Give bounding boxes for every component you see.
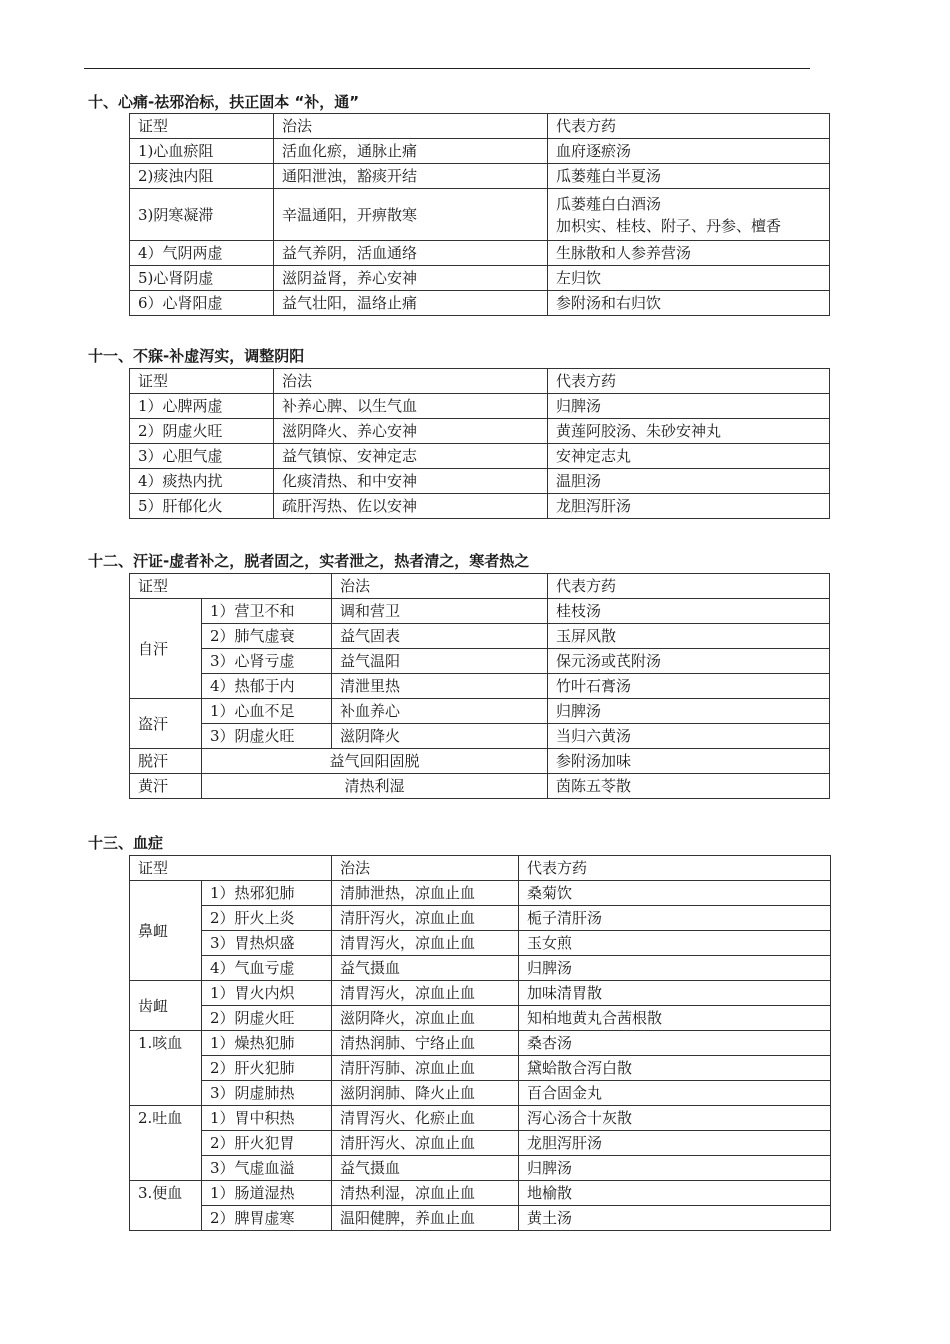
syndrome-cell: 3）心肾亏虚 [202, 649, 332, 674]
table-header-row [130, 369, 830, 394]
formula-cell: 龙胆泻肝汤 [548, 494, 830, 519]
formula-cell: 栀子清肝汤 [519, 906, 831, 931]
syndrome-cell: 3）心胆气虚 [130, 444, 274, 469]
treatment-cell: 清泄里热 [332, 674, 548, 699]
syndrome-cell: 5)心肾阴虚 [130, 266, 274, 291]
treatment-cell: 清肝泻火，凉血止血 [332, 906, 519, 931]
treatment-cell: 益气养阴，活血通络 [274, 241, 548, 266]
formula-cell: 当归六黄汤 [548, 724, 830, 749]
table-row [130, 1106, 831, 1131]
syndrome-cell: 3）阴虚肺热 [202, 1081, 332, 1106]
treatment-cell: 清热利湿，凉血止血 [332, 1181, 519, 1206]
header-cell: 代表方药 [548, 114, 830, 139]
table-row [130, 774, 830, 799]
syndrome-cell: 2）肺气虚衰 [202, 624, 332, 649]
table-row [130, 419, 830, 444]
header-cell: 证型 [130, 574, 332, 599]
table-header-row [130, 574, 830, 599]
formula-cell: 归脾汤 [548, 394, 830, 419]
table-row [130, 981, 831, 1006]
header-cell: 代表方药 [548, 369, 830, 394]
treatment-cell: 清胃泻火、化瘀止血 [332, 1106, 519, 1131]
syndrome-cell: 2）阴虚火旺 [202, 1006, 332, 1031]
syndrome-cell: 2）肝火犯肺 [202, 1056, 332, 1081]
formula-cell: 参附汤和右归饮 [548, 291, 830, 316]
table-row [130, 624, 830, 649]
syndrome-cell: 1）燥热犯肺 [202, 1031, 332, 1056]
table-row [130, 724, 830, 749]
treatment-cell: 益气固表 [332, 624, 548, 649]
table-row [130, 931, 831, 956]
formula-cell: 知柏地黄丸合茜根散 [519, 1006, 831, 1031]
formula-cell: 归脾汤 [519, 956, 831, 981]
syndrome-cell: 6）心肾阳虚 [130, 291, 274, 316]
section-heading: 十三、血症 [88, 834, 164, 852]
treatment-cell: 益气回阳固脱 [202, 749, 548, 774]
syndrome-cell: 4）热郁于内 [202, 674, 332, 699]
formula-cell: 左归饮 [548, 266, 830, 291]
group-cell: 鼻衄 [130, 881, 202, 981]
formula-cell: 生脉散和人参养营汤 [548, 241, 830, 266]
formula-cell: 黛蛤散合泻白散 [519, 1056, 831, 1081]
syndrome-cell: 5）肝郁化火 [130, 494, 274, 519]
treatment-cell: 活血化瘀，通脉止痛 [274, 139, 548, 164]
treatment-cell: 化痰清热、和中安神 [274, 469, 548, 494]
syndrome-table [129, 855, 831, 1231]
formula-cell: 龙胆泻肝汤 [519, 1131, 831, 1156]
syndrome-cell: 4）气阴两虚 [130, 241, 274, 266]
formula-cell: 加味清胃散 [519, 981, 831, 1006]
treatment-cell: 滋阴降火 [332, 724, 548, 749]
header-cell: 治法 [274, 369, 548, 394]
syndrome-cell: 1）心血不足 [202, 699, 332, 724]
syndrome-cell: 2）肝火上炎 [202, 906, 332, 931]
treatment-cell: 滋阴降火，凉血止血 [332, 1006, 519, 1031]
header-cell: 治法 [274, 114, 548, 139]
table-row [130, 1006, 831, 1031]
formula-cell: 参附汤加味 [548, 749, 830, 774]
table-row [130, 1131, 831, 1156]
treatment-cell: 滋阴降火、养心安神 [274, 419, 548, 444]
group-cell: 盗汗 [130, 699, 202, 749]
table-row [130, 469, 830, 494]
table-row [130, 881, 831, 906]
group-cell: 齿衄 [130, 981, 202, 1031]
syndrome-cell: 3）阴虚火旺 [202, 724, 332, 749]
formula-cell: 百合固金丸 [519, 1081, 831, 1106]
group-cell: 脱汗 [130, 749, 202, 774]
formula-line: 瓜蒌薤白白酒汤 [556, 194, 662, 213]
group-cell: 2.吐血 [130, 1106, 202, 1181]
table-row [130, 749, 830, 774]
syndrome-cell: 1）胃火内炽 [202, 981, 332, 1006]
treatment-cell: 清肝泻肺、凉血止血 [332, 1056, 519, 1081]
table-row [130, 674, 830, 699]
syndrome-cell: 1）胃中积热 [202, 1106, 332, 1131]
treatment-cell: 滋阴润肺、降火止血 [332, 1081, 519, 1106]
table-row [130, 906, 831, 931]
header-cell: 证型 [130, 856, 332, 881]
syndrome-cell: 1)心血瘀阻 [130, 139, 274, 164]
section-heading: 十、心痛-祛邪治标，扶正固本 “补，通” [88, 93, 360, 111]
group-cell: 1.咳血 [130, 1031, 202, 1106]
formula-cell: 地榆散 [519, 1181, 831, 1206]
syndrome-cell: 1）营卫不和 [202, 599, 332, 624]
syndrome-cell: 2)痰浊内阻 [130, 164, 274, 189]
formula-line: 加枳实、桂枝、附子、丹参、檀香 [556, 216, 782, 235]
treatment-cell: 调和营卫 [332, 599, 548, 624]
group-cell: 3.便血 [130, 1181, 202, 1231]
formula-cell: 归脾汤 [519, 1156, 831, 1181]
section-heading: 十一、不寐-补虚泻实，调整阴阳 [88, 347, 305, 365]
treatment-cell: 益气摄血 [332, 1156, 519, 1181]
treatment-cell: 清热利湿 [202, 774, 548, 799]
table-row [130, 1056, 831, 1081]
header-cell: 证型 [130, 369, 274, 394]
treatment-cell: 补养心脾、以生气血 [274, 394, 548, 419]
table-row [130, 649, 830, 674]
group-cell: 自汗 [130, 599, 202, 699]
header-cell: 代表方药 [548, 574, 830, 599]
treatment-cell: 清胃泻火，凉血止血 [332, 931, 519, 956]
formula-cell [548, 189, 830, 241]
table-row [130, 164, 830, 189]
header-cell: 代表方药 [519, 856, 831, 881]
formula-cell: 保元汤或芪附汤 [548, 649, 830, 674]
syndrome-table [129, 368, 830, 519]
table-header-row [130, 856, 831, 881]
top-rule [84, 68, 810, 69]
formula-cell: 桑菊饮 [519, 881, 831, 906]
header-cell: 治法 [332, 574, 548, 599]
treatment-cell: 益气壮阳，温络止痛 [274, 291, 548, 316]
group-cell: 黄汗 [130, 774, 202, 799]
syndrome-cell: 1）心脾两虚 [130, 394, 274, 419]
treatment-cell: 益气镇惊、安神定志 [274, 444, 548, 469]
table-row [130, 599, 830, 624]
syndrome-cell: 1）热邪犯肺 [202, 881, 332, 906]
table-row [130, 444, 830, 469]
table-row [130, 1181, 831, 1206]
formula-cell: 温胆汤 [548, 469, 830, 494]
section-heading: 十二、汗证-虚者补之，脱者固之，实者泄之，热者清之，寒者热之 [88, 552, 530, 570]
treatment-cell: 疏肝泻热、佐以安神 [274, 494, 548, 519]
treatment-cell: 清热润肺、宁络止血 [332, 1031, 519, 1056]
table-row [130, 1081, 831, 1106]
syndrome-cell: 3)阴寒凝滞 [130, 189, 274, 241]
formula-cell: 血府逐瘀汤 [548, 139, 830, 164]
syndrome-cell: 3）气虚血溢 [202, 1156, 332, 1181]
formula-cell: 瓜蒌薤白半夏汤 [548, 164, 830, 189]
treatment-cell: 滋阴益肾，养心安神 [274, 266, 548, 291]
syndrome-table [129, 573, 830, 799]
treatment-cell: 通阳泄浊，豁痰开结 [274, 164, 548, 189]
table-row [130, 1156, 831, 1181]
table-row [130, 266, 830, 291]
syndrome-cell: 2）脾胃虚寒 [202, 1206, 332, 1231]
table-row [130, 139, 830, 164]
formula-cell: 桂枝汤 [548, 599, 830, 624]
syndrome-cell: 4）痰热内扰 [130, 469, 274, 494]
formula-cell: 玉屏风散 [548, 624, 830, 649]
table-row [130, 291, 830, 316]
treatment-cell: 益气摄血 [332, 956, 519, 981]
syndrome-cell: 3）胃热炽盛 [202, 931, 332, 956]
syndrome-cell: 2）肝火犯胃 [202, 1131, 332, 1156]
table-row [130, 1031, 831, 1056]
formula-cell: 玉女煎 [519, 931, 831, 956]
formula-cell: 茵陈五苓散 [548, 774, 830, 799]
table-row [130, 494, 830, 519]
table-row [130, 956, 831, 981]
formula-cell: 黄莲阿胶汤、朱砂安神丸 [548, 419, 830, 444]
formula-cell: 归脾汤 [548, 699, 830, 724]
syndrome-cell: 4）气血亏虚 [202, 956, 332, 981]
treatment-cell: 清肺泄热，凉血止血 [332, 881, 519, 906]
syndrome-cell: 1）肠道湿热 [202, 1181, 332, 1206]
table-row [130, 699, 830, 724]
table-row [130, 189, 830, 241]
header-cell: 证型 [130, 114, 274, 139]
treatment-cell: 温阳健脾，养血止血 [332, 1206, 519, 1231]
formula-cell: 安神定志丸 [548, 444, 830, 469]
syndrome-table [129, 113, 830, 316]
treatment-cell: 清胃泻火，凉血止血 [332, 981, 519, 1006]
formula-cell: 泻心汤合十灰散 [519, 1106, 831, 1131]
treatment-cell: 辛温通阳，开痹散寒 [274, 189, 548, 241]
table-header-row [130, 114, 830, 139]
formula-cell: 黄土汤 [519, 1206, 831, 1231]
treatment-cell: 清肝泻火、凉血止血 [332, 1131, 519, 1156]
treatment-cell: 益气温阳 [332, 649, 548, 674]
header-cell: 治法 [332, 856, 519, 881]
table-row [130, 241, 830, 266]
table-row [130, 394, 830, 419]
treatment-cell: 补血养心 [332, 699, 548, 724]
syndrome-cell: 2）阴虚火旺 [130, 419, 274, 444]
formula-cell: 桑杏汤 [519, 1031, 831, 1056]
formula-cell: 竹叶石膏汤 [548, 674, 830, 699]
table-row [130, 1206, 831, 1231]
